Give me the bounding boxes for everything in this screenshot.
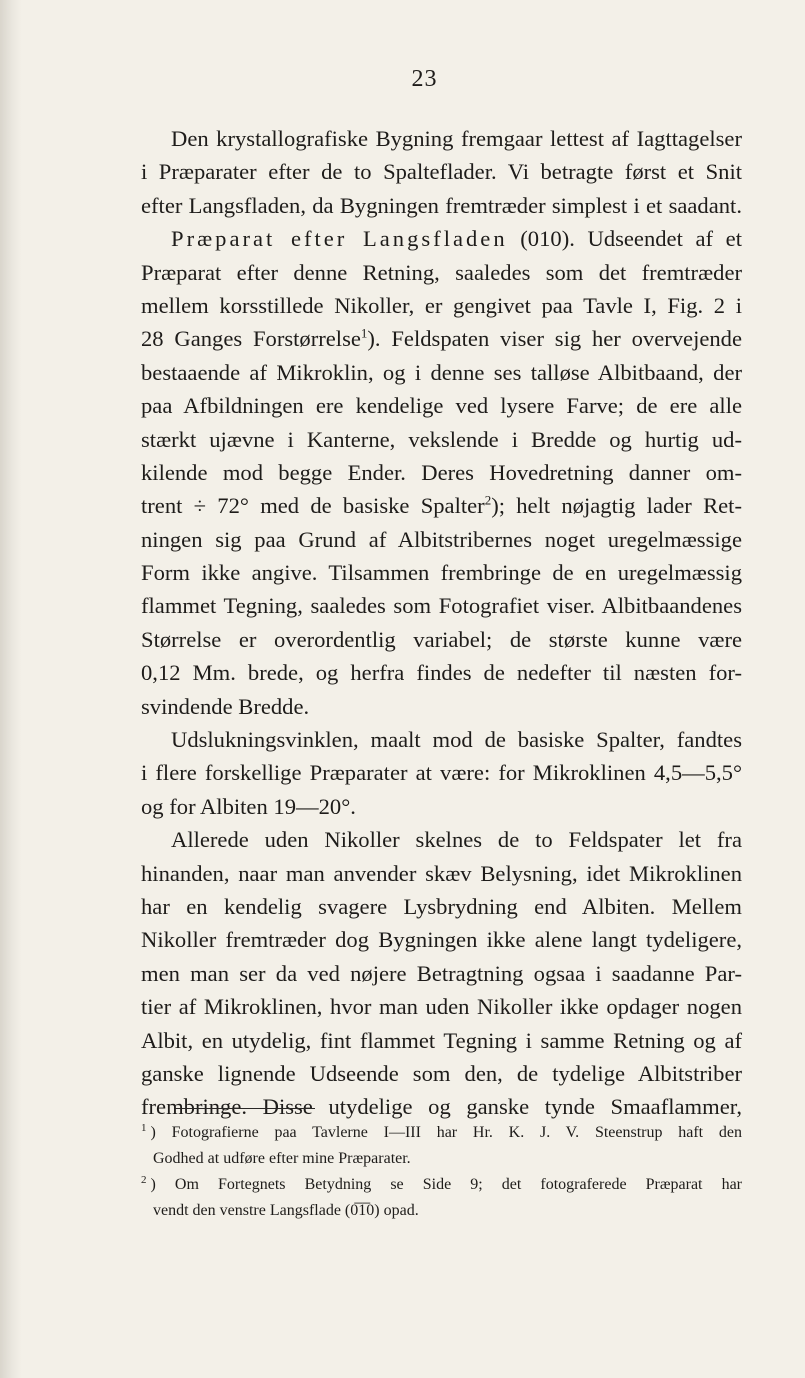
text-line <box>141 756 742 789</box>
footnote-text: vendt den venstre Langsflade (0̅1̅0) opad. <box>153 1202 419 1219</box>
text-line <box>141 923 742 956</box>
text-fragment: hinanden, naar man anvender skæv Belysning, idet Mikroklinen <box>141 860 742 886</box>
text-line <box>141 1057 742 1090</box>
text-line <box>141 322 742 355</box>
text-line <box>141 523 742 556</box>
text-fragment: flammet Tegning, saaledes som Fotografiet viser. Albitbaandenes <box>141 593 742 619</box>
footnote-line <box>141 1146 742 1172</box>
text-line <box>141 489 742 522</box>
text-fragment: ). Feldspaten viser sig her overvejende <box>367 326 742 352</box>
text-line <box>141 122 742 155</box>
text-fragment: Den krystallografiske Bygning fremgaar lettest af Iagttagelser <box>171 126 742 151</box>
text-fragment: mellem korsstillede Nikoller, er gengivet paa Tavle I, Fig. 2 i <box>141 292 742 318</box>
text-fragment: frembringe. Disse utydelige og ganske tynde Smaaflammer, <box>141 1094 742 1120</box>
text-fragment: Udslukningsvinklen, maalt mod de basiske Spalter, fandtes <box>171 727 742 753</box>
text-fragment: efter Langsfladen, da Bygningen fremtræder simplest i et saadant. <box>141 192 742 218</box>
text-fragment: Præparat efter denne Retning, saaledes som det fremtræder <box>141 259 742 285</box>
text-line <box>141 356 742 389</box>
text-fragment: svindende Bredde. <box>141 693 310 719</box>
text-line <box>141 456 742 489</box>
footnote-line <box>141 1172 742 1198</box>
footnote-separator <box>175 1108 315 1109</box>
text-line <box>141 623 742 656</box>
text-fragment: i flere forskellige Præparater at være: for Mikroklinen 4,5—5,5° <box>141 760 742 786</box>
footnote-reference: 1 <box>360 325 368 341</box>
footnote-line <box>141 1198 742 1224</box>
text-line <box>141 990 742 1023</box>
text-fragment: 28 Ganges Forstørrelse <box>141 326 361 352</box>
text-line <box>141 289 742 322</box>
text-line <box>141 155 742 188</box>
text-line <box>141 823 742 856</box>
text-fragment: (010). Udseendet af et <box>507 226 742 252</box>
text-fragment: Allerede uden Nikoller skelnes de to Feldspater let fra <box>171 827 742 853</box>
text-line <box>141 189 742 222</box>
text-fragment: Albit, en utydelig, fint flammet Tegning i samme Retning og af <box>141 1027 742 1053</box>
footnote-mark-paren: ) <box>150 1176 175 1193</box>
page-number: 23 <box>411 66 438 92</box>
text-fragment: ); helt nøjagtig lader Ret- <box>491 493 742 519</box>
footnote-text: Godhed at udføre efter mine Præparater. <box>153 1150 411 1167</box>
text-line <box>141 723 742 756</box>
text-fragment: 0,12 Mm. brede, og herfra findes de nedefter til næsten for- <box>141 660 742 686</box>
text-fragment: ningen sig paa Grund af Albitstribernes noget uregelmæssige <box>141 526 742 552</box>
text-fragment: stærkt ujævne i Kanterne, vekslende i Bredde og hurtig ud- <box>141 426 742 452</box>
text-fragment: ganske lignende Udseende som den, de tydelige Albitstriber <box>141 1060 742 1086</box>
spaced-heading: Præparat efter Langsfladen <box>171 226 508 252</box>
text-line <box>141 656 742 689</box>
footnote-mark: 2 <box>141 1173 147 1186</box>
text-fragment: Størrelse er overordentlig variabel; de største kunne være <box>141 626 742 652</box>
text-line <box>141 589 742 622</box>
body-text <box>141 122 742 1124</box>
text-line <box>141 556 742 589</box>
text-fragment: bestaaende af Mikroklin, og i denne ses talløse Albitbaand, der <box>141 359 742 385</box>
text-line <box>141 389 742 422</box>
footnote-reference: 2 <box>484 492 492 508</box>
text-line <box>141 690 742 723</box>
text-fragment: tier af Mikroklinen, hvor man uden Nikoller ikke opdager nogen <box>141 994 742 1020</box>
text-fragment: har en kendelig svagere Lysbrydning end Albiten. Mellem <box>141 893 742 919</box>
text-line <box>141 1024 742 1057</box>
text-fragment: trent ÷ 72° med de basiske Spalter <box>141 493 485 519</box>
text-line <box>141 857 742 890</box>
text-fragment: men man ser da ved nøjere Betragtning ogsaa i saadanne Par- <box>141 960 742 986</box>
text-fragment: paa Afbildningen ere kendelige ved lysere Farve; de ere alle <box>141 393 742 419</box>
text-line <box>141 957 742 990</box>
text-fragment: i Præparater efter de to Spalteflader. Vi betragte først et Snit <box>141 159 742 185</box>
text-fragment: kilende mod begge Ender. Deres Hovedretning danner om- <box>141 459 742 485</box>
footnote-line <box>141 1120 742 1146</box>
text-line <box>141 256 742 289</box>
text-fragment: og for Albiten 19—20°. <box>141 793 356 819</box>
text-line <box>141 890 742 923</box>
page-edge-shadow <box>0 0 22 1378</box>
footnotes <box>141 1120 742 1224</box>
text-line <box>141 222 742 255</box>
text-fragment: Form ikke angive. Tilsammen frembringe de en uregelmæssig <box>141 560 742 586</box>
footnote-text: Fotografierne paa Tavlerne I—III har Hr. K. J. V. Steenstrup haft den <box>171 1124 742 1141</box>
footnote-text: Om Fortegnets Betydning se Side 9; det fotograferede Præparat har <box>174 1176 742 1193</box>
footnote-mark: 1 <box>141 1121 147 1134</box>
text-line <box>141 423 742 456</box>
text-fragment: Nikoller fremtræder dog Bygningen ikke alene langt tydeligere, <box>141 927 742 953</box>
footnote-mark-paren: ) <box>150 1124 172 1141</box>
text-line <box>141 790 742 823</box>
